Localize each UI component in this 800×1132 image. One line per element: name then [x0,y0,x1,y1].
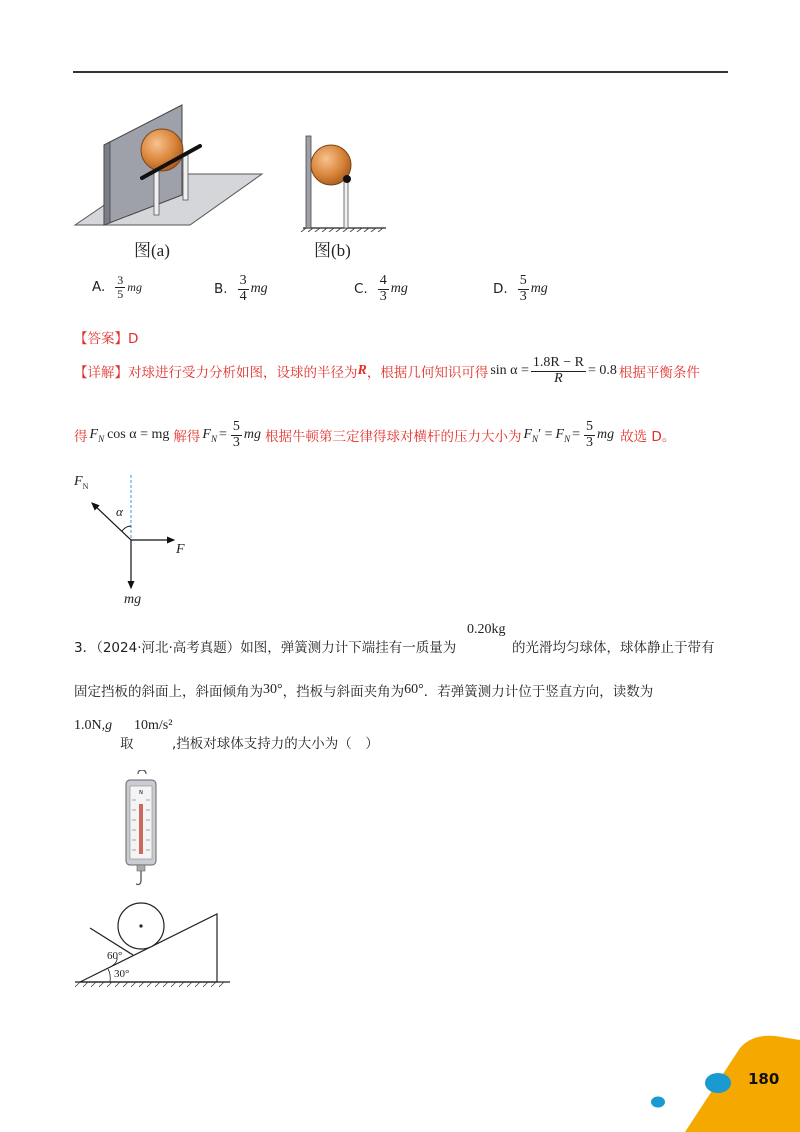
alpha-label: α [116,504,123,519]
figure-a [70,100,270,230]
answer-line: 【答案】D [74,331,139,347]
angle-60-label: 60° [107,950,123,962]
option-a[interactable]: A. $\frac{3}{5}$ mg [92,273,142,301]
f-label: F [176,542,185,557]
option-b[interactable]: B. $\frac{3}{4}$ mg [214,273,268,304]
angle-30-label: 30° [114,968,130,980]
figure-b-caption: 图(b) [314,241,351,260]
figure-a-caption: 图(a) [134,241,170,260]
scale-unit-text: N [139,790,143,796]
figure-3 [70,770,240,995]
option-c[interactable]: C. $\frac{4}{3}$ mg [354,273,408,304]
question3-line-3a: 1.0N,g [74,718,113,733]
detail-line-2: 得 $F_N$ cos α = mg 解得 $F_N$ = $\frac{5}{3}$ mg 根据牛顿第三定律得球对横杆的压力大小为 $F_N$ ′ = $F_N$ = $\frac{5}{3}$ mg 故选 D。 [74,419,676,450]
detail-line-1: 【详解】 对球进行受力分析如图，设球的半径为 R ，根据几何知识可得 sin α = $\frac{1.8R - R}{R}$ = 0.8 根据平衡条件 [74,355,700,386]
question3-line-3b: 取 [120,736,134,752]
fn-label: $F_N$ [74,474,89,491]
header-rule [73,71,728,73]
question3-line-3c: ,挡板对球体支持力的大小为（ ） [172,736,379,752]
mg-label: mg [124,592,142,607]
question3-mass: 0.20kg [467,622,506,637]
option-d[interactable]: D. $\frac{5}{3}$ mg [493,273,548,304]
figure-b [300,132,390,232]
force-diagram [70,470,200,610]
page-number: 180 [748,1070,780,1088]
question3-line-1b: 的光滑均匀球体，球体静止于带有 [512,640,715,656]
question3-gval: 10m/s² [134,718,173,733]
question3-line-1: 3．（2024·河北·高考真题）如图，弹簧测力计下端挂有一质量为 [74,640,457,656]
question3-line-2: 固定挡板的斜面上，斜面倾角为 30° ，挡板与斜面夹角为 60° ．若弹簧测力计位于竖直方向，读数为 [74,682,654,700]
